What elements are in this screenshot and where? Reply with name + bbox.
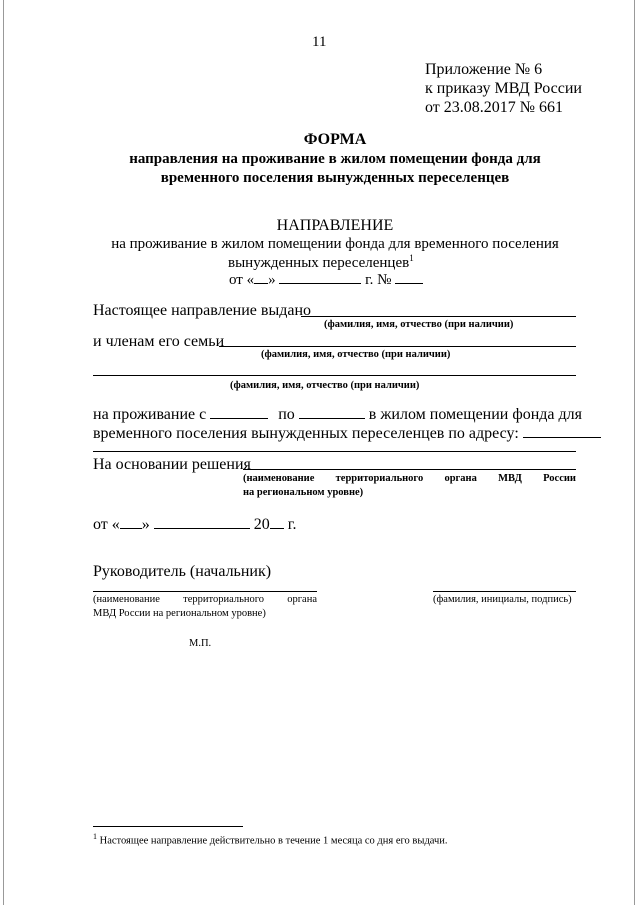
org-hint-word-3: органа: [287, 594, 317, 605]
doc-date-quote: »: [268, 272, 276, 288]
org-name-field[interactable]: [93, 591, 317, 592]
stay-line-2: [93, 424, 601, 443]
address-blank[interactable]: [523, 424, 601, 438]
footnote-text: Настоящее направление действительно в течение 1 месяца со дня его выдачи.: [99, 835, 448, 847]
footnote-separator: [93, 826, 243, 827]
page-number: 11: [312, 34, 327, 50]
decision-day-blank[interactable]: [120, 515, 142, 529]
stay-to-blank[interactable]: [299, 405, 365, 419]
signature-hint: (фамилия, инициалы, подпись): [433, 594, 572, 605]
basis-hint-line-2: на региональном уровне): [243, 487, 364, 498]
decision-date-line: [93, 515, 297, 534]
decision-year-suffix: г.: [287, 516, 297, 533]
basis-field[interactable]: [243, 469, 576, 470]
family-field-2[interactable]: [93, 375, 576, 376]
address-field-2[interactable]: [93, 451, 576, 452]
doc-date-line: [229, 270, 423, 289]
head-label: Руководитель (начальник): [93, 563, 272, 580]
appendix-line-3: от 23.08.2017 № 661: [425, 99, 564, 116]
org-hint-line-2: МВД России на региональном уровне): [93, 608, 266, 619]
stay-from-label: на проживание с: [93, 406, 207, 423]
issued-to-label: Настоящее направление выдано: [93, 302, 311, 319]
decision-date-quote: »: [141, 516, 150, 533]
doc-title-line-2-text: вынужденных переселенцев: [228, 255, 410, 271]
stay-from-blank[interactable]: [210, 405, 268, 419]
basis-label: На основании решения: [93, 456, 251, 473]
basis-hint-word-4: МВД: [498, 473, 522, 484]
doc-day-blank[interactable]: [254, 270, 268, 284]
appendix-line-1: Приложение № 6: [425, 61, 543, 78]
stamp-label: М.П.: [189, 638, 212, 649]
doc-month-blank[interactable]: [279, 270, 361, 284]
stay-to-label: по: [278, 406, 295, 423]
fio-hint-1: (фамилия, имя, отчество (при наличии): [324, 319, 514, 330]
stay-address-label: временного поселения вынужденных переселенцев по адресу:: [93, 425, 519, 442]
fio-hint-2: (фамилия, имя, отчество (при наличии): [261, 349, 451, 360]
decision-year-blank[interactable]: [270, 515, 284, 529]
decision-date-prefix: от «: [93, 516, 120, 533]
basis-hint-word-3: органа: [444, 473, 477, 484]
decision-month-blank[interactable]: [154, 515, 250, 529]
stay-rest-label: в жилом помещении фонда для: [368, 406, 583, 423]
doc-title: НАПРАВЛЕНИЕ: [276, 217, 394, 234]
basis-hint-word-5: России: [543, 473, 576, 484]
doc-year-suffix: г. №: [365, 272, 392, 288]
family-label: и членам его семьи: [93, 333, 225, 350]
doc-number-blank[interactable]: [395, 270, 423, 284]
form-title: ФОРМА: [303, 131, 367, 148]
appendix-line-2: к приказу МВД России: [425, 80, 582, 97]
issued-to-field[interactable]: [301, 316, 576, 317]
footnote-mark: 1: [93, 832, 97, 841]
fio-hint-3: (фамилия, имя, отчество (при наличии): [230, 380, 420, 391]
family-field[interactable]: [219, 346, 576, 347]
basis-hint-word-1: (наименование: [243, 473, 315, 484]
form-subtitle-line-1: направления на проживание в жилом помещении фонда для: [129, 151, 541, 167]
org-hint-word-1: (наименование: [93, 594, 160, 605]
doc-title-line-1: на проживание в жилом помещении фонда для временного поселения: [111, 236, 559, 252]
form-subtitle-line-2: временного поселения вынужденных переселенцев: [160, 170, 510, 186]
stay-line-1: [93, 405, 582, 424]
basis-hint-word-2: территориального: [335, 473, 424, 484]
org-hint-word-2: территориального: [183, 594, 265, 605]
doc-date-prefix: от «: [229, 272, 255, 288]
footnote-marker: 1: [409, 253, 414, 263]
signature-field[interactable]: [433, 591, 576, 592]
footnote: [93, 832, 448, 847]
decision-year-prefix: 20: [253, 516, 270, 533]
org-hint-line-1: [93, 594, 317, 605]
basis-hint-line-1: [243, 473, 576, 484]
